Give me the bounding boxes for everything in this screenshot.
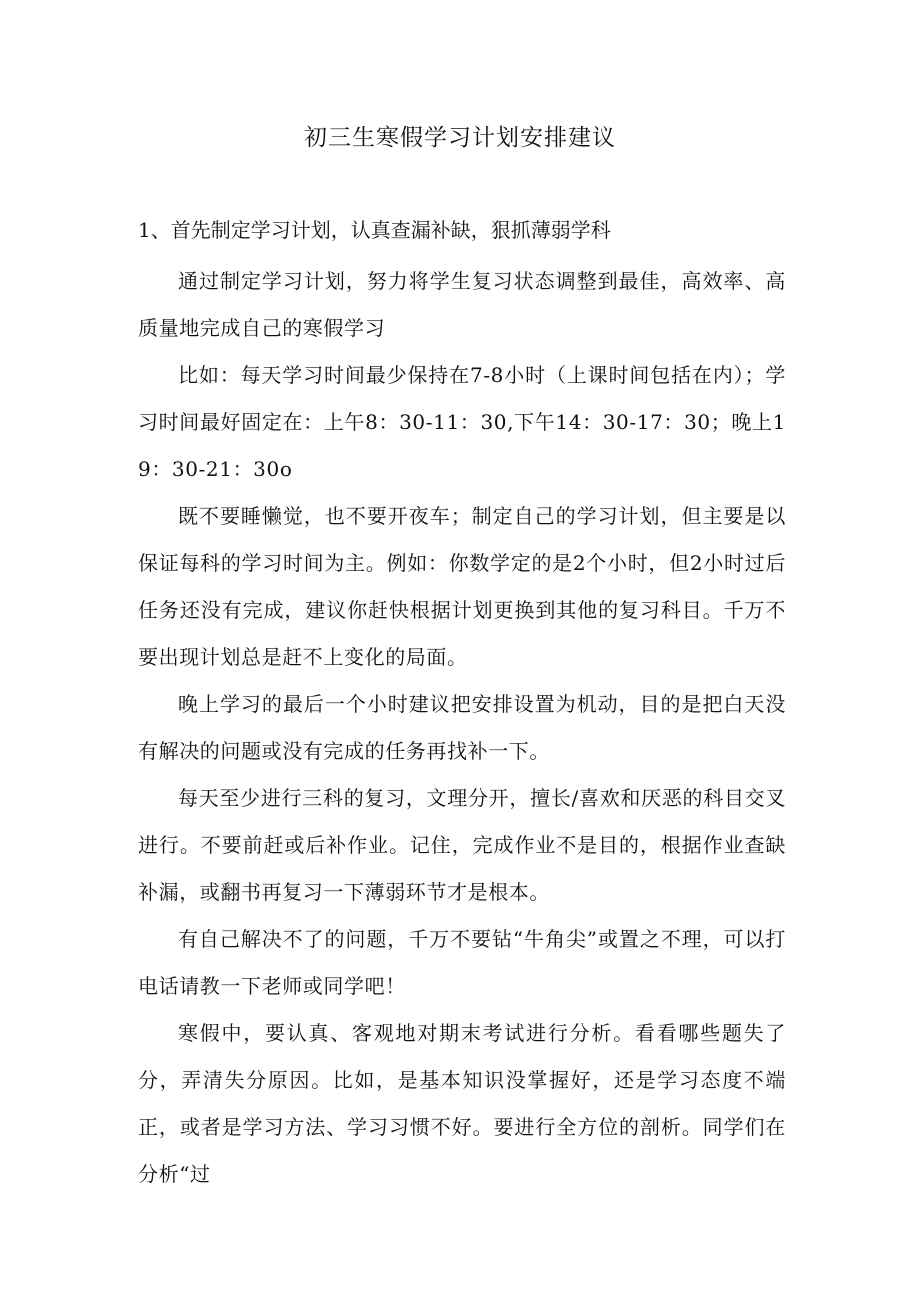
section-heading: 1、首先制定学习计划，认真查漏补缺，狠抓薄弱学科 bbox=[138, 218, 611, 242]
paragraph-ask-for-help: 有自己解决不了的问题，千万不要钻“牛角尖”或置之不理，可以打电话请教一下老师或同学吧！ bbox=[138, 927, 786, 998]
paragraph-three-subjects: 每天至少进行三科的复习，文理分开，擅长/喜欢和厌恶的科目交叉进行。不要前赶或后补作业。记住，完成作业不是目的，根据作业查缺补漏，或翻书再复习一下薄弱环节才是根本。 bbox=[138, 786, 786, 904]
paragraph-evening-flex-hour: 晚上学习的最后一个小时建议把安排设置为机动，目的是把白天没有解决的问题或没有完成的任务再找补一下。 bbox=[138, 692, 786, 763]
paragraph-study-plan: 通过制定学习计划，努力将学生复习状态调整到最佳，高效率、高质量地完成自己的寒假学习 bbox=[138, 269, 786, 340]
document-title: 初三生寒假学习计划安排建议 bbox=[304, 125, 616, 151]
paragraph-exam-analysis: 寒假中，要认真、客观地对期末考试进行分析。看看哪些题失了分，弄清失分原因。比如，是基本知识没掌握好，还是学习态度不端正，或者是学习方法、学习习惯不好。要进行全方位的剖析。同学们在分析“过 bbox=[138, 1021, 786, 1186]
paragraph-no-late-nights: 既不要睡懒觉，也不要开夜车；制定自己的学习计划，但主要是以保证每科的学习时间为主。例如：你数学定的是2个小时，但2小时过后任务还没有完成，建议你赶快根据计划更换到其他的复习科目。千万不要出现计划总是赶不上变化的局面。 bbox=[138, 504, 786, 669]
paragraph-daily-schedule: 比如：每天学习时间最少保持在7-8小时（上课时间包括在内）；学习时间最好固定在：上午8：30-11：30,下午14：30-17：30；晚上19：30-21：30o bbox=[138, 363, 786, 481]
document-body bbox=[138, 258, 786, 1198]
